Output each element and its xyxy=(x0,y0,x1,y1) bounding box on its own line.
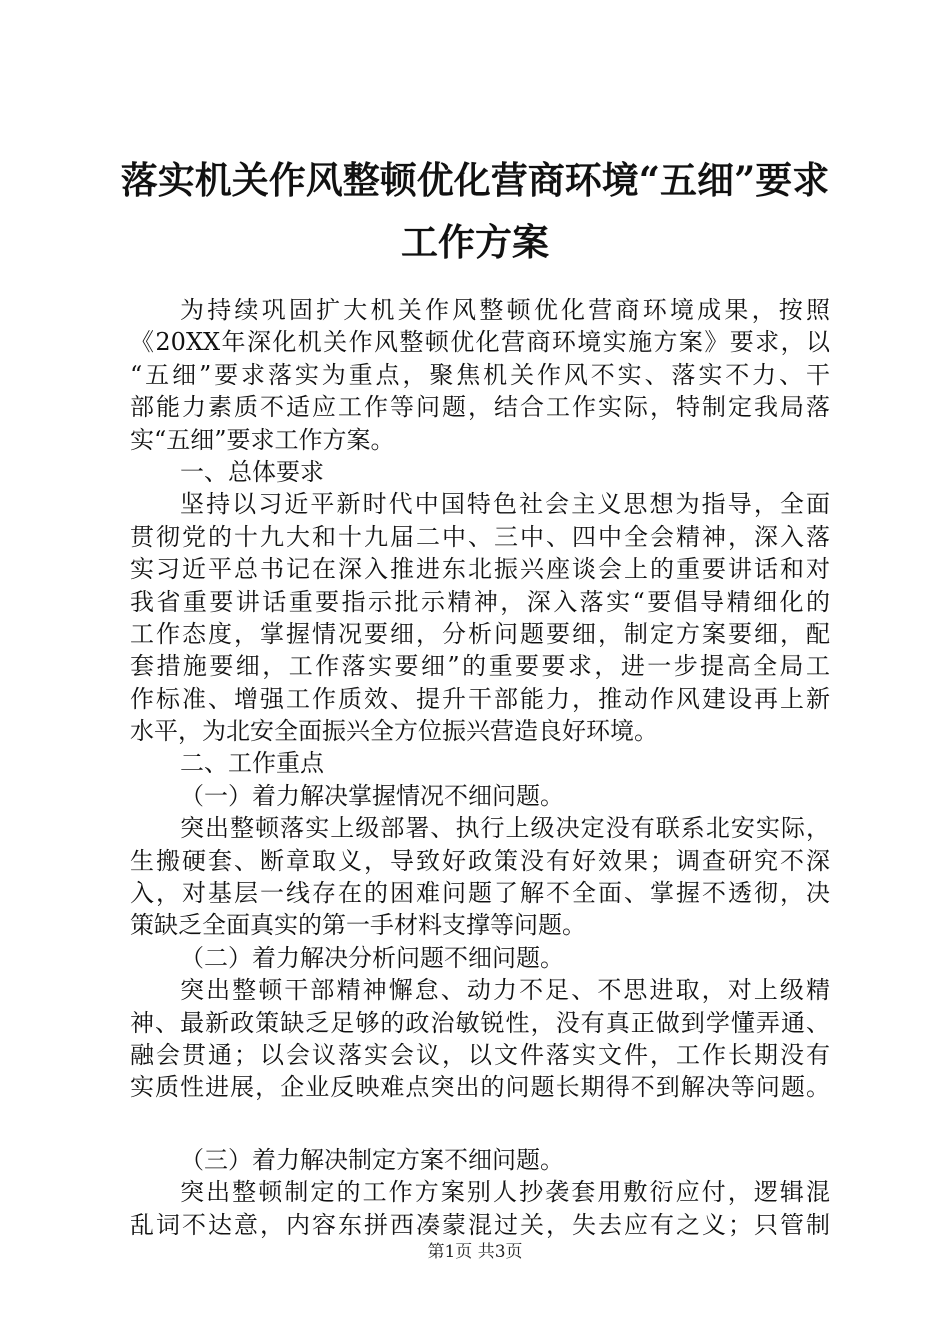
paragraph-line: 突出整顿落实上级部署、执行上级决定没有联系北安实际， xyxy=(180,814,830,843)
subsection-heading: （二）着力解决分析问题不细问题。 xyxy=(180,943,564,972)
paragraph-line: 实习近平总书记在深入推进东北振兴座谈会上的重要讲话和对 xyxy=(130,555,830,584)
paragraph-line: 乱词不达意，内容东拼西凑蒙混过关，失去应有之义；只管制 xyxy=(130,1210,830,1239)
paragraph-line: “五细”要求落实为重点，聚焦机关作风不实、落实不力、干 xyxy=(130,360,830,389)
document-title-line-2: 工作方案 xyxy=(401,220,549,264)
paragraph-line: 我省重要讲话重要指示批示精神，深入落实“要倡导精细化的 xyxy=(130,587,830,616)
paragraph-line: 策缺乏全面真实的第一手材料支撑等问题。 xyxy=(130,911,586,940)
paragraph-line: 《20XX年深化机关作风整顿优化营商环境实施方案》要求，以 xyxy=(130,328,830,357)
paragraph-line: 为持续巩固扩大机关作风整顿优化营商环境成果，按照 xyxy=(180,296,830,324)
document-title-line-1: 落实机关作风整顿优化营商环境“五细”要求 xyxy=(120,158,830,202)
paragraph-line: 贯彻党的十九大和十九届二中、三中、四中全会精神，深入落 xyxy=(130,522,830,551)
paragraph-line: 突出整顿干部精神懈怠、动力不足、不思进取，对上级精 xyxy=(180,976,830,1005)
section-heading: 一、总体要求 xyxy=(180,457,324,486)
paragraph-line: 作标准、增强工作质效、提升干部能力，推动作风建设再上新 xyxy=(130,684,830,713)
subsection-heading: （三）着力解决制定方案不细问题。 xyxy=(180,1145,564,1174)
page-footer: 第1页 共3页 xyxy=(427,1242,523,1262)
paragraph-line: 坚持以习近平新时代中国特色社会主义思想为指导，全面 xyxy=(180,490,830,519)
paragraph-line: 实质性进展，企业反映难点突出的问题长期得不到解决等问题。 xyxy=(130,1073,830,1102)
paragraph-line: 神、最新政策缺乏足够的政治敏锐性，没有真正做到学懂弄通、 xyxy=(130,1008,830,1037)
section-heading: 二、工作重点 xyxy=(180,749,324,778)
document-body xyxy=(130,294,830,1241)
paragraph-line: 部能力素质不适应工作等问题，结合工作实际，特制定我局落 xyxy=(130,393,830,422)
paragraph-line: 突出整顿制定的工作方案别人抄袭套用敷衍应付，逻辑混 xyxy=(180,1178,830,1207)
paragraph-line: 水平，为北安全面振兴全方位振兴营造良好环境。 xyxy=(130,717,658,746)
paragraph-gap xyxy=(130,1104,830,1144)
paragraph-line: 工作态度，掌握情况要细，分析问题要细，制定方案要细，配 xyxy=(130,619,830,648)
paragraph-line: 生搬硬套、断章取义，导致好政策没有好效果；调查研究不深 xyxy=(130,846,830,875)
paragraph-line: 入，对基层一线存在的困难问题了解不全面、掌握不透彻，决 xyxy=(130,879,830,908)
paragraph-line: 融会贯通；以会议落实会议，以文件落实文件，工作长期没有 xyxy=(130,1040,830,1069)
subsection-heading: （一）着力解决掌握情况不细问题。 xyxy=(180,781,564,810)
paragraph-line: 实“五细”要求工作方案。 xyxy=(130,425,395,454)
paragraph-line: 套措施要细，工作落实要细”的重要要求，进一步提高全局工 xyxy=(130,652,830,681)
